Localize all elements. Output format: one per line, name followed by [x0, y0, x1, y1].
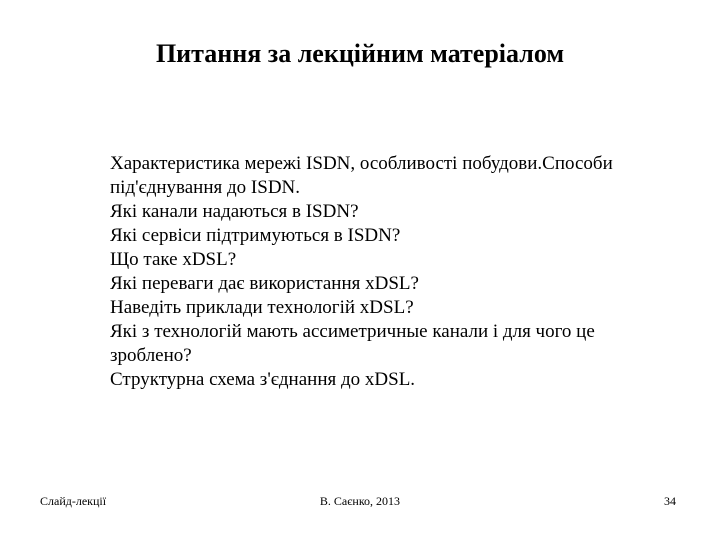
question-line: Які з технологій мають ассиметричные канали і для чого це	[110, 321, 595, 342]
question-line: Характеристика мережі ISDN, особливості побудови.Способи	[110, 153, 613, 174]
question-line: Які канали надаються в ISDN?	[110, 201, 359, 222]
question-line: під'єднування до ISDN.	[110, 177, 301, 198]
question-line: Структурна схема з'єднання до xDSL.	[110, 369, 416, 390]
footer-author-date: В. Саєнко, 2013	[319, 494, 401, 508]
question-line: Що таке xDSL?	[110, 249, 237, 270]
question-line: Наведіть приклади технологій xDSL?	[110, 297, 414, 318]
page-number: 34	[664, 494, 676, 508]
question-list	[110, 152, 670, 392]
question-line: Які переваги дає використання xDSL?	[110, 273, 419, 294]
slide-title: Питання за лекційним матеріалом	[155, 39, 565, 68]
footer-left-label: Слайд-лекції	[40, 494, 107, 508]
question-line: Які сервіси підтримуються в ISDN?	[110, 225, 401, 246]
question-line: зроблено?	[110, 345, 192, 366]
